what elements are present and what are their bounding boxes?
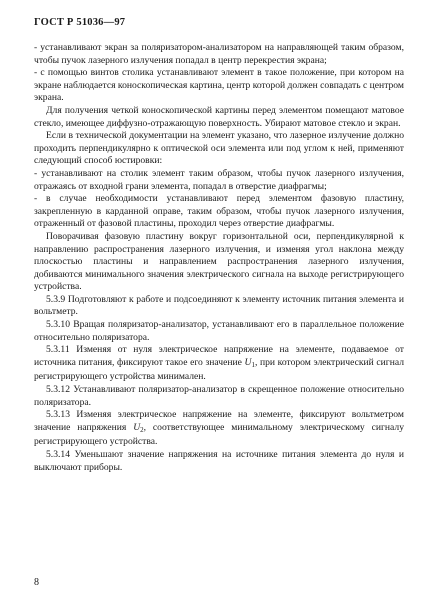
subscript: 2 [140,425,144,434]
paragraph: - устанавливают на столик элемент таким образом, чтобы пучок лазерного излучения, отражаясь от входной грани элемента, попадал в отверстие диафрагмы; [34,167,404,192]
variable-u: U [133,421,141,433]
section-text-tail: , при котором электрический сигнал регистрирующего устройства минимален. [34,356,404,383]
paragraph: Для получения четкой коноскопической картины перед элементом помещают матовое стекло, имеющее диффузно-отражающую поверхность. Убирают матовое стекло и экран. [34,104,404,129]
section-text: 5.3.13 Изменяя электрическое напряжение на элементе, фиксируют вольтметром значение напряжения [34,409,404,433]
section-5-3-12: 5.3.12 Устанавливают поляризатор-анализатор в скрещенное положение относительно поляризатора. [34,384,404,408]
section-5-3-10: 5.3.10 Вращая поляризатор-анализатор, устанавливают его в параллельное положение относительно поляризатора. [34,319,404,343]
variable-u: U [244,356,252,368]
section-5-3-13 [34,409,404,449]
section-text: 5.3.11 Изменяя от нуля электрическое напряжение на элементе, подаваемое от источника питания, фиксируют такое его значение [34,344,404,368]
page-number: 8 [34,577,39,588]
page-header: ГОСТ Р 51036—97 [34,17,126,28]
document-body [34,42,404,474]
paragraph: - в случае необходимости устанавливают перед элементом фазовую пластину, закрепленную в карданной оправе, таким образом, чтобы пучок лазерного излучения, отраженный от фазовой пластины, проходил через отверстие диафрагмы. [34,193,404,230]
subscript: 1 [251,360,255,369]
section-5-3-11 [34,344,404,384]
paragraph: - с помощью винтов столика устанавливают элемент в такое положение, при котором на экране наблюдается коноскопическая картина, центр которой должен совпадать с центром экрана. [34,67,404,104]
section-5-3-9: 5.3.9 Подготовляют к работе и подсоединяют к элементу источник питания элемента и вольтметр. [34,293,404,318]
section-text-tail: , соответствующее минимальному электрическому сигналу регистрирующего устройства. [34,421,404,448]
paragraph: Если в технической документации на элемент указано, что лазерное излучение должно проходить перпендикулярно к оптической оси элемента или под углом к ней, применяют следующий способ юстировки: [34,130,404,167]
paragraph: - устанавливают экран за поляризатором-анализатором на направляющей таким образом, чтобы пучок лазерного излучения попадал в центр перекрестия экрана; [34,42,404,66]
section-5-3-14: 5.3.14 Уменьшают значение напряжения на источнике питания элемента до нуля и выключают приборы. [34,449,404,473]
paragraph: Поворачивая фазовую пластину вокруг горизонтальной оси, перпендикулярной к направлению распространения лазерного излучения, и изменяя угол наклона между плоскостью пластины и направлением распространения лазерного излучения, добиваются минимального значения электрического сигнала на выходе регистрирующего устройства. [34,230,404,293]
